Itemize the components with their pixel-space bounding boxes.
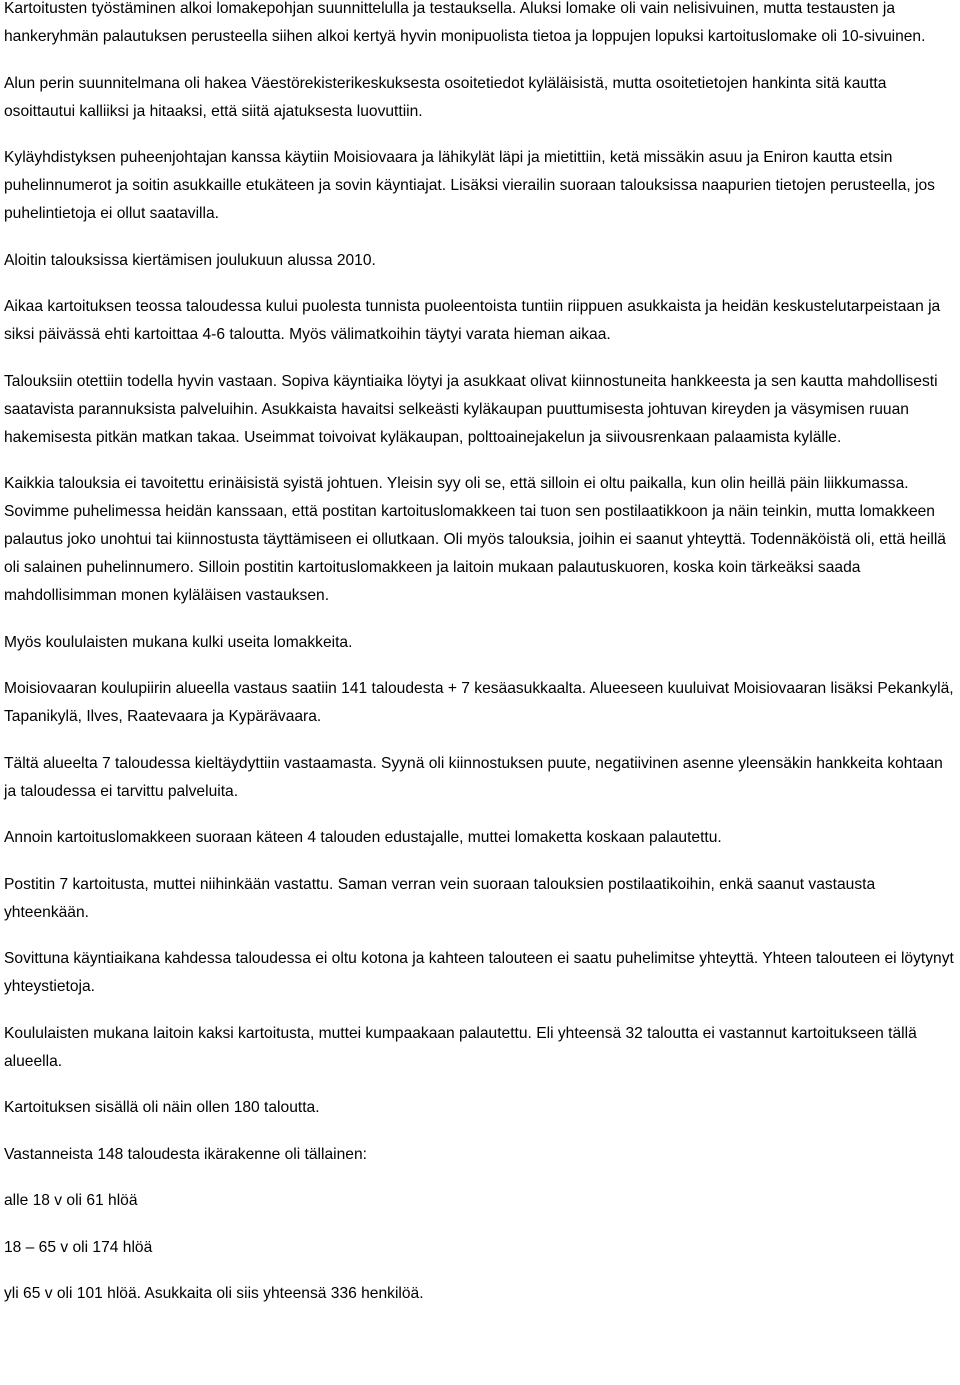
paragraph-koululaisten-mukana: Koululaisten mukana laitoin kaksi kartoitusta, muttei kumpaakaan palautettu. Eli yhteensä 32 taloutta ei vastannut kartoitukseen tällä alueella. <box>4 1024 917 1070</box>
paragraph-yli-65: yli 65 v oli 101 hlöä. Asukkaita oli siis yhteensä 336 henkilöä. <box>4 1285 424 1302</box>
paragraph-koulupiiri: Moisiovaaran koulupiirin alueella vastaus saatiin 141 taloudesta + 7 kesäasukkaalta. Alueeseen kuuluivat Moisiovaaran lisäksi Pekankylä, Tapanikylä, Ilves, Raatevaara ja Kypärävaara. <box>4 680 954 725</box>
paragraph-sisalla: Kartoituksen sisällä oli näin ollen 180 taloutta. <box>4 1099 320 1116</box>
paragraph-kateen: Annoin kartoituslomakkeen suoraan käteen 4 talouden edustajalle, muttei lomaketta koskaan palautettu. <box>4 829 722 846</box>
paragraph-vastaanotto: Talouksiin otettiin todella hyvin vastaan. Sopiva käyntiaika löytyi ja asukkaat olivat kiinnostuneita hankkeesta ja sen kautta mahdollisesti saatavista parannuksista palveluihin. Asukkaista havaitsi selkeästi kyläkaupan puuttumisesta johtuvan kireyden ja väsymisen ruuan hakemisesta pitkän matkan takaa. Useimmat toivoivat kyläkaupan, polttoainejakelun ja siivousrenkaan palaamista kylälle. <box>4 372 938 446</box>
paragraph-koululaiset: Myös koululaisten mukana kulki useita lomakkeita. <box>4 633 353 651</box>
paragraph-18-65: 18 – 65 v oli 174 hlöä <box>4 1238 153 1256</box>
paragraph-ikarakenne: Vastanneista 148 taloudesta ikärakenne oli tällainen: <box>4 1145 367 1163</box>
paragraph-kylayhdistys: Kyläyhdistyksen puheenjohtajan kanssa käytiin Moisiovaara ja lähikylät läpi ja mietittiin, ketä missäkin asuu ja Eniron kautta etsin puhelinnumerot ja soitin asukkaille etukäteen ja sovin käyntiajat. Lisäksi vierailin suoraan talouksissa naapurien tietojen perusteella, jos puhelintietoja ei ollut saatavilla. <box>4 149 935 222</box>
paragraph-kieltaytyneet: Tältä alueelta 7 taloudessa kieltäydyttiin vastaamasta. Syynä oli kiinnostuksen puute, negatiivinen asenne yleensäkin hankkeita kohtaan ja taloudessa ei tarvittu palveluita. <box>4 754 943 800</box>
paragraph-sovittu: Sovittuna käyntiaikana kahdessa taloudessa ei oltu kotona ja kahteen talouteen ei saatu puhelimitse yhteyttä. Yhteen talouteen ei löytynyt yhteystietoja. <box>4 950 954 995</box>
paragraph-osoitetiedot: Alun perin suunnitelmana oli hakea Väestörekisterikeskuksesta osoitetiedot kyläläisistä, mutta osoitetietojen hankinta sitä kautta osoittautui kalliiksi ja hitaaksi, että siitä ajatuksesta luovuttiin. <box>4 74 887 120</box>
paragraph-lomakepohja: Kartoitusten työstäminen alkoi lomakepohjan suunnittelulla ja testauksella. Aluksi lomake oli vain nelisivuinen, mutta testausten ja hankeryhmän palautuksen perusteella siihen alkoi kertyä hyvin monipuolista tietoa ja loppujen lopuksi kartoituslomake oli 10-sivuinen. <box>4 0 926 45</box>
document-page <box>4 0 958 1327</box>
paragraph-aloitus: Aloitin talouksissa kiertämisen joulukuun alussa 2010. <box>4 251 376 269</box>
paragraph-tavoittamatta: Kaikkia talouksia ei tavoitettu erinäisistä syistä johtuen. Yleisin syy oli se, että silloin ei oltu paikalla, kun olin heillä päin liikkumassa. Sovimme puhelimessa heidän kanssaan, että postitan kartoituslomakkeen tai tuon sen postilaatikkoon ja näin teinkin, mutta lomakkeen palautus joko unohtui tai kiinnostusta täyttämiseen ei ollutkaan. Oli myös talouksia, joihin ei saanut yhteyttä. Todennäköistä oli, että heillä oli salainen puhelinnumero. Silloin postitin kartoituslomakkeen ja laitoin mukaan palautuskuoren, koska koin tärkeäksi saada mahdollisimman monen kyläläisen vastauksen. <box>4 475 946 604</box>
paragraph-postitus: Postitin 7 kartoitusta, muttei niihinkään vastattu. Saman verran vein suoraan talouksien postilaatikoihin, enkä saanut vastausta yhteenkään. <box>4 875 876 921</box>
paragraph-alle-18: alle 18 v oli 61 hlöä <box>4 1192 138 1209</box>
paragraph-aikaa: Aikaa kartoituksen teossa taloudessa kului puolesta tunnista puoleentoista tuntiin riippuen asukkaista ja heidän keskustelutarpeistaan ja siksi päivässä ehti kartoittaa 4-6 taloutta. Myös välimatkoihin täytyi varata hieman aikaa. <box>4 298 941 343</box>
